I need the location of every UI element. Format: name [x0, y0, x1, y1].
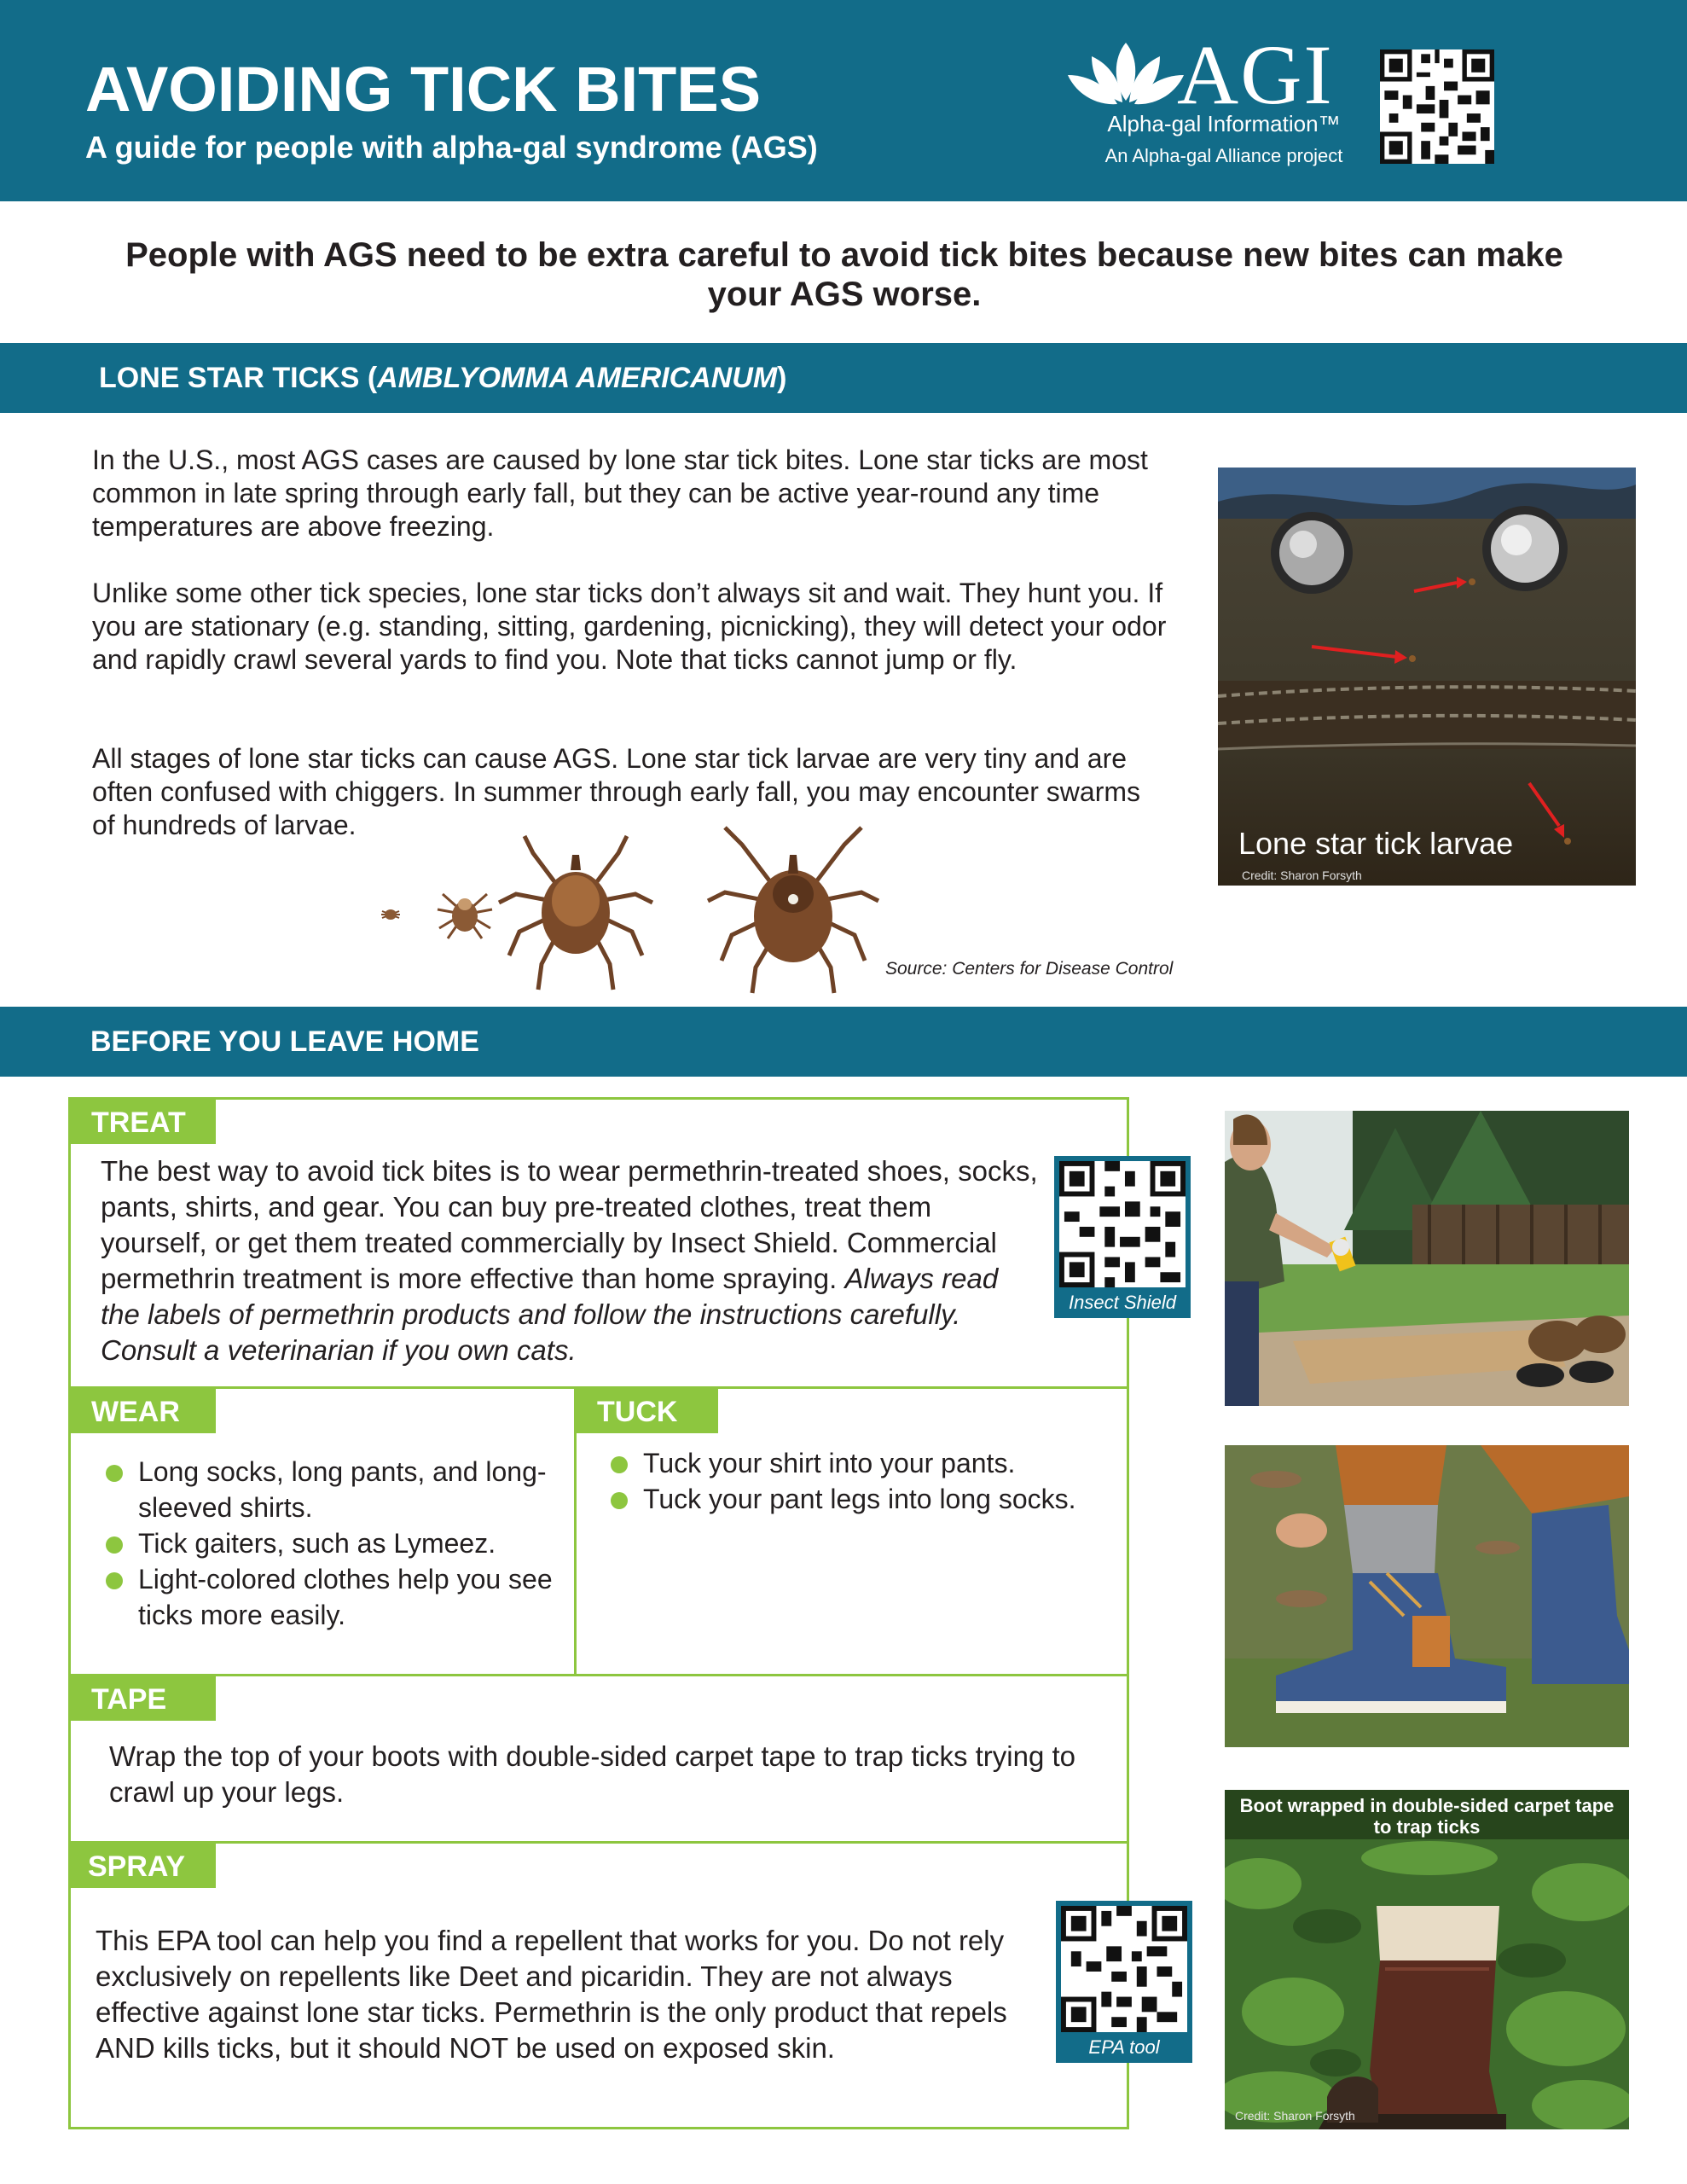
agi-logo-text: AGI — [1177, 27, 1334, 122]
epa-tool-qr-code-icon[interactable] — [1061, 1906, 1187, 2032]
tuck-item: Tuck your pant legs into long socks. — [606, 1481, 1117, 1517]
treat-tag: TREAT — [71, 1100, 216, 1144]
lone-star-paragraph-3: All stages of lone star ticks can cause AGS. Lone star tick larvae are very tiny and are often confused with chiggers. In summer through early fall, you may encounter swarms of hundreds of larvae. — [92, 743, 1141, 840]
treat-body: The best way to avoid tick bites is to wear permethrin-treated shoes, socks, pants, shirts, and gear. You can buy pre-treated clothes, treat them yourself, or get them treated commercially by Insect Shield. Commercial permethrin treatment is more effective than home spraying. — [101, 1155, 1038, 1294]
tuck-item: Tuck your shirt into your pants. — [606, 1445, 1117, 1481]
intro-statement: People with AGS need to be extra careful to avoid tick bites because new bites can make your AGS worse. — [125, 236, 1563, 313]
section-heading-lone-star — [99, 362, 786, 395]
insect-shield-qr-caption: Insect Shield — [1054, 1289, 1191, 1316]
section-bar-before-home — [0, 1007, 1687, 1077]
section-heading-before-home: BEFORE YOU LEAVE HOME — [90, 1025, 479, 1058]
boot-photo-credit: Credit: Sharon Forsyth — [1235, 2109, 1355, 2123]
tucking-pants-photo — [1225, 1445, 1629, 1747]
larvae-on-boot-photo — [1218, 468, 1636, 886]
spray-tag: SPRAY — [71, 1844, 216, 1888]
tick-nymph-icon — [438, 894, 492, 938]
tuck-tag: TUCK — [577, 1389, 718, 1433]
treat-warning: Always read the labels of permethrin products and follow the instructions carefully. Consult a veterinarian if you own cats. — [101, 1263, 999, 1366]
spray-text: This EPA tool can help you find a repellent that works for you. Do not rely exclusively on repellents like Deet and picaridin. They are not always effective against lone star ticks. Permethrin is the only product that repels AND kills ticks, but it should NOT be used on exposed skin. — [96, 1925, 1007, 2064]
taped-boot-image — [1225, 1790, 1629, 2129]
page-title: AVOIDING TICK BITES — [85, 54, 762, 125]
epa-tool-qr-caption: EPA tool — [1056, 2034, 1192, 2061]
section-bar-lone-star — [0, 343, 1687, 413]
page-subtitle: A guide for people with alpha-gal syndrome (AGS) — [85, 130, 818, 165]
larvae-photo-credit: Credit: Sharon Forsyth — [1242, 868, 1362, 882]
wear-item: Long socks, long pants, and long-sleeved shirts. — [101, 1454, 561, 1525]
header-qr-code-icon[interactable] — [1380, 49, 1494, 164]
heading-suffix: ) — [777, 362, 787, 394]
tick-adult-male-icon — [499, 836, 652, 990]
larvae-photo-image — [1218, 468, 1636, 886]
wear-list — [101, 1454, 561, 1633]
tuck-list — [606, 1445, 1117, 1517]
taped-boot-photo — [1225, 1790, 1629, 2129]
lotus-logo-icon — [1066, 41, 1186, 106]
org-name: Alpha-gal Information™ — [1107, 111, 1341, 136]
heading-prefix: LONE STAR TICKS ( — [99, 362, 378, 394]
tape-text: Wrap the top of your boots with double-sided carpet tape to trap ticks trying to crawl up your legs. — [109, 1740, 1076, 1808]
tick-larva-icon — [381, 909, 400, 920]
tick-adult-female-icon — [708, 828, 878, 993]
wear-item: Tick gaiters, such as Lymeez. — [101, 1525, 561, 1561]
tape-tag: TAPE — [71, 1676, 216, 1721]
tick-life-stages-illustration — [358, 819, 904, 998]
spraying-clothes-photo — [1225, 1111, 1629, 1406]
insect-shield-qr-panel[interactable] — [1054, 1156, 1191, 1318]
illustration-source: Source: Centers for Disease Control — [885, 959, 1174, 979]
tucking-photo-image — [1225, 1445, 1629, 1747]
epa-tool-qr-panel[interactable] — [1056, 1901, 1192, 2063]
lone-star-paragraph-1: In the U.S., most AGS cases are caused by lone star tick bites. Lone star ticks are most common in late spring through early fall, but they can be active year-round any time temperatures are above freezing. — [92, 444, 1148, 542]
treat-text — [101, 1153, 1039, 1368]
larvae-photo-caption: Lone star tick larvae — [1238, 826, 1514, 861]
lone-star-paragraph-2: Unlike some other tick species, lone star ticks don’t always sit and wait. They hunt you. If you are stationary (e.g. standing, sitting, gardening, picnicking), they will detect your odor and rapidly crawl several yards to find you. Note that ticks cannot jump or fly. — [92, 578, 1167, 675]
org-tagline: An Alpha-gal Alliance project — [1104, 145, 1343, 166]
wear-item: Light-colored clothes help you see ticks more easily. — [101, 1561, 561, 1633]
insect-shield-qr-code-icon[interactable] — [1059, 1161, 1186, 1287]
boot-photo-caption: Boot wrapped in double-sided carpet tape to trap ticks — [1239, 1795, 1615, 1838]
spraying-photo-image — [1225, 1111, 1629, 1406]
heading-species: AMBLYOMMA AMERICANUM — [377, 362, 778, 394]
wear-tag: WEAR — [71, 1389, 216, 1433]
